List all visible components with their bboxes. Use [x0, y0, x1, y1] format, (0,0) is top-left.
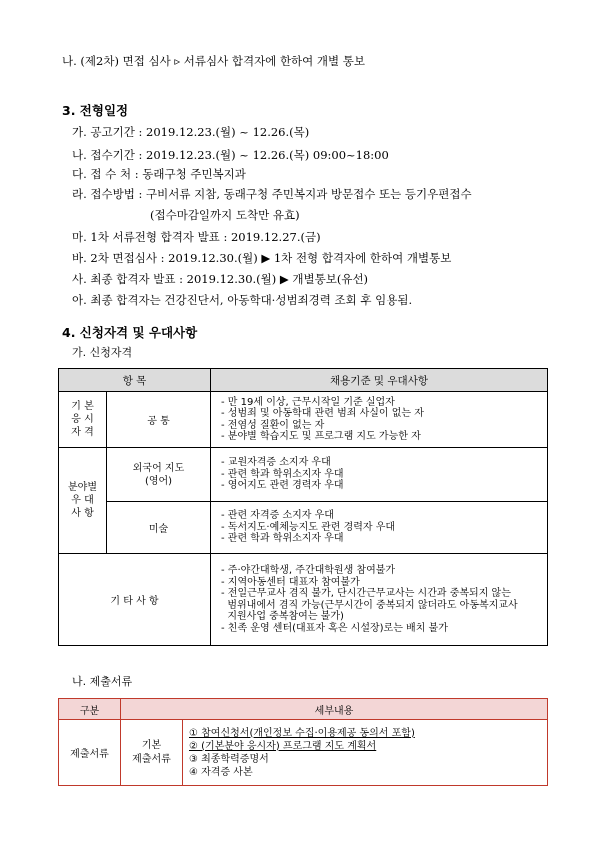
header-criteria: 채용기준 및 우대사항: [211, 369, 548, 392]
criteria-item: - 관련 자격증 소지자 우대: [221, 510, 334, 522]
criteria-item: 지원사업 중복참여는 불가): [221, 611, 344, 622]
header-detail: 세부내용: [121, 699, 548, 720]
foreign-items-cell: [211, 448, 548, 502]
criteria-item: - 주·야간대학생, 주간대학원생 참여불가: [221, 565, 396, 576]
foreign-label: 외국어 지도 (영어): [107, 448, 211, 502]
document-item: ① 참여신청서(개인정보 수집·이용제공 동의서 포함): [189, 727, 415, 739]
criteria-item: 범위내에서 겸직 가능(근무시간이 중복되지 않더라도 아동복지교사: [221, 599, 518, 611]
section4-title: 4. 신청자격 및 우대사항: [62, 325, 198, 340]
basic-group-label: 기 본 응 시 자 격: [59, 392, 107, 448]
criteria-item: - 교원자격증 소지자 우대: [221, 457, 331, 469]
etc-label: 기 타 사 항: [59, 554, 211, 646]
eligibility-table: [58, 368, 548, 646]
documents-items-cell: [183, 720, 548, 786]
document-item: ④ 자격증 사본: [189, 766, 253, 778]
criteria-item: - 영어지도 관련 경력자 우대: [221, 480, 344, 492]
header-gubun: 구분: [59, 699, 121, 720]
criteria-item: - 관련 학과 학위소지자 우대: [221, 533, 344, 545]
basic-common-label: 공 통: [107, 392, 211, 448]
subsection-documents: 나. 제출서류: [72, 675, 133, 688]
criteria-item: - 성범죄 및 아동학대 관련 범죄 사실이 없는 자: [221, 408, 424, 419]
schedule-item: 나. 접수기간 : 2019.12.23.(월) ~ 12.26.(목) 09:00~18:00: [72, 148, 389, 162]
schedule-item: 아. 최종 합격자는 건강진단서, 아동학대·성범죄경력 조회 후 임용됨.: [72, 293, 413, 307]
criteria-item: - 독서지도·예체능지도 관련 경력자 우대: [221, 521, 396, 533]
criteria-item: - 지역아동센터 대표자 참여불가: [221, 576, 360, 588]
criteria-item: - 분야별 학습지도 및 프로그램 지도 가능한 자: [221, 431, 421, 442]
schedule-item: 라. 접수방법 : 구비서류 지참, 동래구청 주민복지과 방문접수 또는 등기우편접수: [72, 187, 472, 201]
art-items-cell: [211, 502, 548, 554]
criteria-item: - 전일근무교사 겸직 불가, 단시간근무교사는 시간과 중복되지 않는: [221, 588, 511, 599]
criteria-item: - 관련 학과 학위소지자 우대: [221, 468, 344, 480]
pref-group-label: 분야별 우 대 사 항: [59, 448, 107, 554]
basic-items-cell: [211, 392, 548, 448]
criteria-item: - 전염성 질환이 없는 자: [221, 419, 325, 431]
documents-sub-label: 기본 제출서류: [121, 720, 183, 786]
interview-line: 나. (제2차) 면접 심사 ▹ 서류심사 합격자에 한하여 개별 통보: [62, 54, 366, 68]
documents-table: [58, 698, 548, 786]
document-item: ② (기본분야 응시자) 프로그램 지도 계획서: [189, 740, 377, 752]
schedule-item: 가. 공고기간 : 2019.12.23.(월) ~ 12.26.(목): [72, 125, 310, 139]
schedule-item: 바. 2차 면접심사 : 2019.12.30.(월) ▶ 1차 전형 합격자에 한하여 개별통보: [72, 251, 452, 265]
schedule-item: 다. 접 수 처 : 동래구청 주민복지과: [72, 167, 246, 181]
section3-title: 3. 전형일정: [62, 103, 129, 118]
document-item: ③ 최종학력증명서: [189, 753, 269, 765]
etc-items-cell: [211, 554, 548, 646]
schedule-item: 사. 최종 합격자 발표 : 2019.12.30.(월) ▶ 개별통보(유선): [72, 272, 369, 286]
art-label: 미술: [107, 502, 211, 554]
schedule-item: 마. 1차 서류전형 합격자 발표 : 2019.12.27.(금): [72, 230, 321, 244]
header-item: 항 목: [59, 369, 211, 392]
criteria-item: - 친족 운영 센터(대표자 혹은 시설장)로는 배치 불가: [221, 622, 448, 634]
subsection-eligibility: 가. 신청자격: [72, 346, 133, 359]
schedule-item: (접수마감일까지 도착만 유효): [150, 208, 300, 222]
documents-group-label: 제출서류: [59, 720, 121, 786]
criteria-item: - 만 19세 이상, 근무시작일 기준 실업자: [221, 396, 395, 408]
